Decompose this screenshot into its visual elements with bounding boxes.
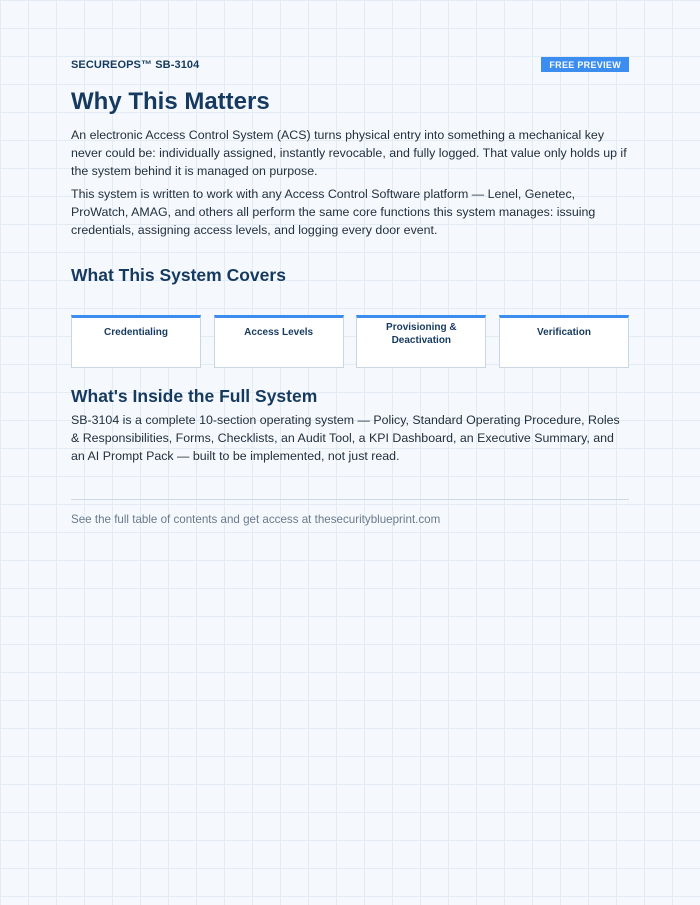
card-access-levels bbox=[214, 315, 344, 368]
card-verification bbox=[499, 315, 629, 368]
card-label: Verification bbox=[537, 327, 591, 338]
card-label: Credentialing bbox=[104, 327, 168, 338]
card-provisioning-deactivation bbox=[356, 315, 486, 368]
card-label: Access Levels bbox=[244, 327, 314, 338]
free-preview-badge: FREE PREVIEW bbox=[541, 57, 629, 72]
document-page bbox=[71, 56, 629, 528]
document-code: SECUREOPS™ SB-3104 bbox=[71, 58, 200, 71]
covers-heading: What This System Covers bbox=[71, 265, 286, 285]
divider bbox=[71, 499, 629, 500]
card-label: Provisioning & Deactivation bbox=[386, 322, 457, 346]
inside-paragraph: SB-3104 is a complete 10-section operating system — Policy, Standard Operating Procedure, Roles & Responsibilities, Forms, Checklists, an Audit Tool, a KPI Dashboard, an Executive Summary, and an AI Prompt Pack — built to be implemented, not just read. bbox=[71, 413, 620, 463]
document-header bbox=[71, 56, 629, 73]
card-credentialing bbox=[71, 315, 201, 368]
covers-cards bbox=[71, 315, 629, 368]
inside-heading: What's Inside the Full System bbox=[71, 386, 318, 406]
page-title: Why This Matters bbox=[71, 88, 270, 115]
footer-note: See the full table of contents and get access at thesecurityblueprint.com bbox=[71, 513, 441, 526]
intro-paragraph-2: This system is written to work with any Access Control Software platform — Lenel, Genetec, ProWatch, AMAG, and others all perform the same core functions this system manages: issuing credentials, assigning access levels, and logging every door event. bbox=[71, 187, 596, 237]
intro-paragraph-1: An electronic Access Control System (ACS) turns physical entry into something a mechanical key never could be: individually assigned, instantly revocable, and fully logged. That value only holds up if the system behind it is managed on purpose. bbox=[71, 128, 627, 178]
